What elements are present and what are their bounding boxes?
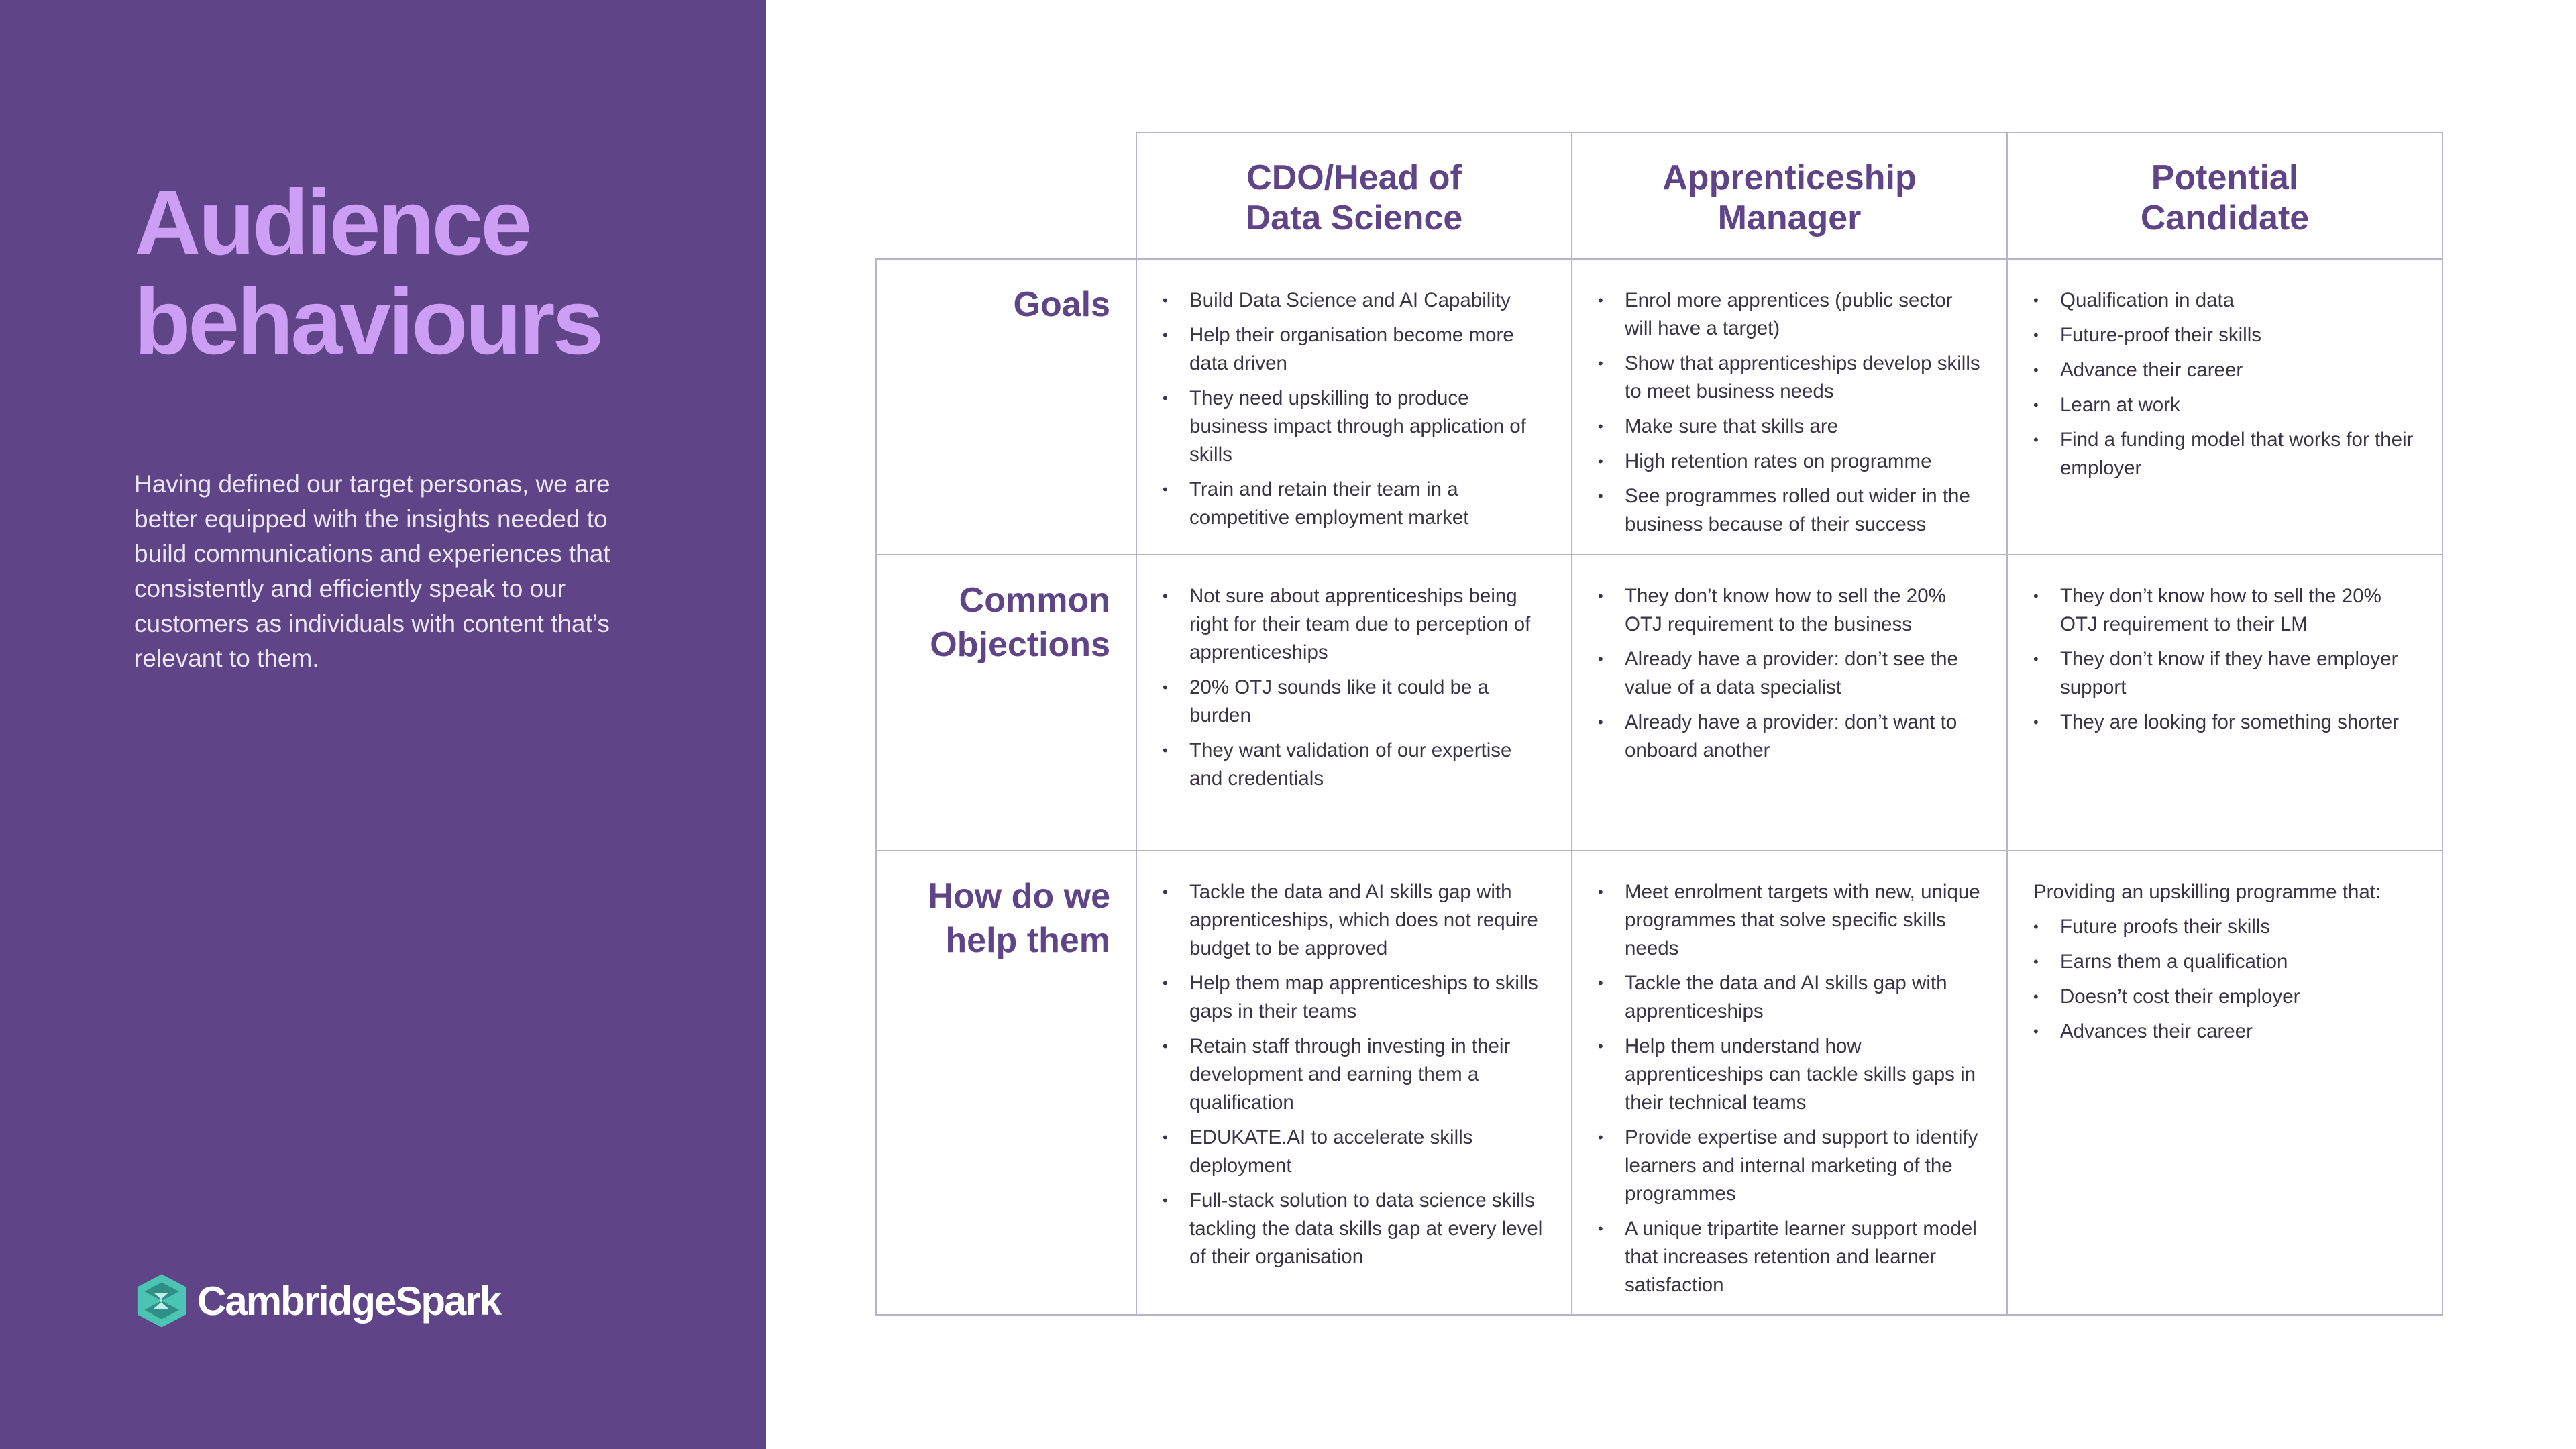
list-item: • EDUKATE.AI to accelerate skills deployment (1163, 1124, 1546, 1180)
brand-logo (133, 1271, 500, 1331)
bullet-list (2033, 286, 2416, 482)
list-item: • Tackle the data and AI skills gap with apprenticeships (1598, 969, 1981, 1026)
list-item: • Doesn’t cost their employer (2033, 983, 2416, 1011)
bullet-list (1163, 878, 1546, 1271)
list-item: • Help their organisation become more data driven (1163, 321, 1546, 378)
row-header-line: How do we (928, 877, 1110, 916)
bullet-list (1163, 286, 1546, 532)
column-header-line: Apprenticeship (1662, 158, 1917, 197)
row-header-line: Common (959, 581, 1110, 620)
list-item: • See programmes rolled out wider in the business because of their success (1598, 482, 1981, 539)
table-corner (875, 132, 1137, 260)
page-title (134, 173, 738, 372)
bullet-list (1163, 582, 1546, 793)
list-item: • A unique tripartite learner support model that increases retention and learner satisfaction (1598, 1215, 1981, 1299)
cell-help-candidate (2006, 850, 2443, 1316)
list-item: • They need upskilling to produce business impact through application of skills (1163, 384, 1546, 469)
list-item: • Advance their career (2033, 356, 2416, 384)
list-item: • Already have a provider: don’t want to onboard another (1598, 708, 1981, 765)
list-item: • Future-proof their skills (2033, 321, 2416, 350)
bullet-list (1598, 878, 1981, 1299)
bullet-list (1598, 582, 1981, 765)
column-header-potential-candidate (2006, 132, 2443, 260)
list-item: • Already have a provider: don’t see the value of a data specialist (1598, 645, 1981, 702)
row-header-common-objections (875, 554, 1137, 851)
column-header-line: CDO/Head of (1246, 158, 1462, 197)
list-item: • They don’t know how to sell the 20% OTJ requirement to their LM (2033, 582, 2416, 639)
column-header-apprenticeship-manager (1571, 132, 2008, 260)
column-header-line: Candidate (2140, 199, 2310, 237)
page-title-line-2: behaviours (134, 270, 602, 374)
logo-wordmark: CambridgeSpark (197, 1278, 501, 1324)
list-item: • Qualification in data (2033, 286, 2416, 315)
cell-goals-cdo (1136, 258, 1572, 555)
page-title-line-1: Audience (134, 171, 530, 274)
list-item: • Meet enrolment targets with new, unique programmes that solve specific skills needs (1598, 878, 1981, 963)
list-item: • Not sure about apprenticeships being right for their team due to perception of apprenticeships (1163, 582, 1546, 667)
column-header-line: Potential (2151, 158, 2299, 197)
row-header-line: help them (945, 921, 1110, 960)
list-item: • Retain staff through investing in their development and earning them a qualification (1163, 1032, 1546, 1117)
list-item: • Tackle the data and AI skills gap with apprenticeships, which does not require budget to be approved (1163, 878, 1546, 963)
list-item: • Help them map apprenticeships to skills gaps in their teams (1163, 969, 1546, 1026)
list-item: • They are looking for something shorter (2033, 708, 2416, 737)
list-item: • Provide expertise and support to identify learners and internal marketing of the programmes (1598, 1124, 1981, 1208)
column-header-line: Manager (1717, 199, 1862, 237)
list-item: • Full-stack solution to data science skills tackling the data skills gap at every level of their organisation (1163, 1187, 1546, 1271)
list-item: • Make sure that skills are (1598, 413, 1981, 441)
list-item: • They want validation of our expertise and credentials (1163, 737, 1546, 793)
list-item: • Show that apprenticeships develop skills to meet business needs (1598, 350, 1981, 406)
list-item: • Earns them a qualification (2033, 948, 2416, 976)
cell-objections-candidate (2006, 554, 2443, 851)
column-header-line: Data Science (1245, 199, 1463, 237)
row-header-how-do-we-help (875, 850, 1137, 1316)
list-item: • Enrol more apprentices (public sector will have a target) (1598, 286, 1981, 343)
cell-help-cdo (1136, 850, 1572, 1316)
list-item: • Help them understand how apprenticeships can tackle skills gaps in their technical teams (1598, 1032, 1981, 1117)
list-item: • 20% OTJ sounds like it could be a burden (1163, 674, 1546, 730)
list-item: • Train and retain their team in a competitive employment market (1163, 476, 1546, 532)
list-item: • Future proofs their skills (2033, 913, 2416, 941)
row-header-goals (875, 258, 1137, 555)
cell-objections-cdo (1136, 554, 1572, 851)
row-header-line: Goals (1013, 285, 1110, 324)
row-header-line: Objections (930, 625, 1110, 664)
list-item: • They don’t know if they have employer support (2033, 645, 2416, 702)
bullet-list (2033, 582, 2416, 737)
cell-objections-manager (1571, 554, 2008, 851)
list-item: • Build Data Science and AI Capability (1163, 286, 1546, 315)
cell-goals-candidate (2006, 258, 2443, 555)
bullet-list (2033, 913, 2416, 1046)
cell-help-manager (1571, 850, 2008, 1316)
sidebar-panel (0, 0, 766, 1449)
intro-paragraph: Having defined our target personas, we are better equipped with the insights needed to build communications and experiences that consistently and efficiently speak to our customers as individuals with content that’s relevant to them. (134, 470, 610, 672)
help-candidate-intro: Providing an upskilling programme that: (2033, 881, 2381, 903)
audience-table (876, 133, 2443, 1315)
list-item: • High retention rates on programme (1598, 447, 1981, 476)
cambridge-spark-logo-icon (133, 1272, 191, 1330)
list-item: • Find a funding model that works for their employer (2033, 426, 2416, 482)
bullet-list (1598, 286, 1981, 539)
column-header-cdo (1136, 132, 1572, 260)
list-item: • They don’t know how to sell the 20% OTJ requirement to the business (1598, 582, 1981, 639)
list-item: • Learn at work (2033, 391, 2416, 419)
list-item: • Advances their career (2033, 1018, 2416, 1046)
cell-goals-manager (1571, 258, 2008, 555)
